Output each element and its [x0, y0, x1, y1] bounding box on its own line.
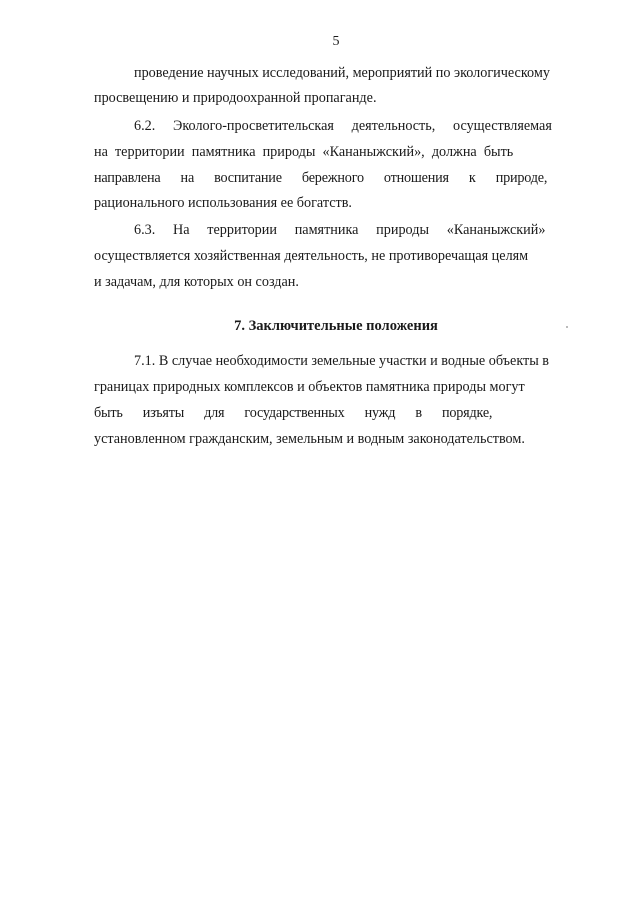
text-line: на территории памятника природы «Кананыжский», должна быть	[94, 144, 514, 160]
text-line: проведение научных исследований, мероприятий по экологическому	[134, 65, 550, 81]
text-line: 6.3. На территории памятника природы «Кананыжский»	[134, 222, 546, 238]
text-line: рационального использования ее богатств.	[94, 195, 352, 211]
text-line: и задачам, для которых он создан.	[94, 274, 299, 290]
text-line: 6.2. Эколого-просветительская деятельность, осуществляемая	[134, 118, 552, 134]
text-line: направлена на воспитание бережного отношения к природе,	[94, 170, 548, 186]
section-heading: 7. Заключительные положения	[234, 318, 438, 334]
scan-speck	[566, 326, 568, 328]
text-line: просвещению и природоохранной пропаганде.	[94, 90, 377, 106]
text-line: границах природных комплексов и объектов памятника природы могут	[94, 379, 525, 395]
text-line: установленном гражданским, земельным и водным законодательством.	[94, 431, 525, 447]
text-line: осуществляется хозяйственная деятельность, не противоречащая целям	[94, 248, 529, 264]
text-line: 7.1. В случае необходимости земельные участки и водные объекты в	[134, 353, 549, 369]
text-line: быть изъяты для государственных нужд в порядке,	[94, 405, 493, 421]
page-number: 5	[332, 34, 340, 49]
